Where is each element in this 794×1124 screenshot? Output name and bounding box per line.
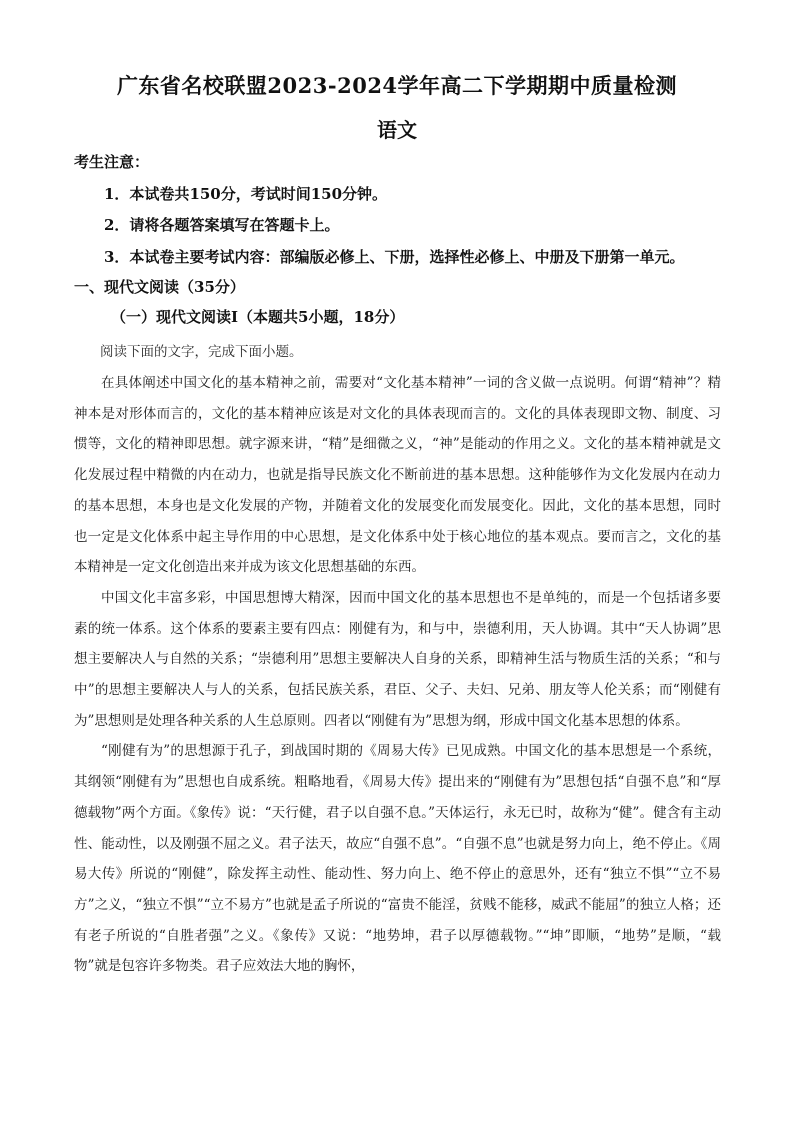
- reading-instruction: 阅读下面的文字，完成下面小题。: [100, 344, 303, 360]
- passage-paragraph-3: “刚健有为”的思想源于孔子，到战国时期的《周易大传》已见成熟。中国文化的基本思想是一个系统，其纲领“刚健有为”思想也自成系统。粗略地看，《周易大传》提出来的“刚健有为”思想包括“自强不息”和“厚德载物”两个方面。《象传》说：“天行健，君子以自强不息。”天体运行，永无已时，故称为“健”。健含有主动性、能动性，以及刚强不屈之义。君子法天，故应“自强不息”。“自强不息”也就是努力向上，绝不停止。《周易大传》所说的“刚健”，除发挥主动性、能动性、努力向上、绝不停止的意思外，还有“独立不惧”“立不易方”之义，“独立不惧”“立不易方”也就是孟子所说的“富贵不能淫，贫贱不能移，威武不能屈”的独立人格；还有老子所说的“自胜者强”之义。《象传》又说：“地势坤，君子以厚德载物。”“坤”即顺，“地势”是顺，“载物”就是包容许多物类。君子应效法大地的胸怀，: [74, 743, 721, 975]
- notice-item-2: 2．请将各题答案填写在答题卡上。: [104, 216, 340, 234]
- passage-paragraph-1: 在具体阐述中国文化的基本精神之前，需要对“文化基本精神”一词的含义做一点说明。何谓“精神”？精神本是对形体而言的，文化的基本精神应该是对文化的具体表现而言的。文化的具体表现即文物、制度、习惯等，文化的精神即思想。就字源来讲，“精”是细微之义，“神”是能动的作用之义。文化的基本精神就是文化发展过程中精微的内在动力，也就是指导民族文化不断前进的基本思想。这种能够作为文化发展内在动力的基本思想，本身也是文化发展的产物，并随着文化的发展变化而发展变化。因此，文化的基本思想，同时也一定是文化体系中起主导作用的中心思想，是文化体系中处于核心地位的基本观点。要而言之，文化的基本精神是一定文化创造出来并成为该文化思想基础的东西。: [74, 375, 721, 576]
- reading-passage: [74, 368, 721, 982]
- subsection-heading: （一）现代文阅读Ⅰ（本题共5小题，18分）: [111, 308, 405, 326]
- exam-title: 广东省名校联盟2023-2024学年高二下学期期中质量检测: [116, 73, 678, 98]
- subject-title: 语文: [377, 118, 417, 142]
- notice-item-3: 3．本试卷主要考试内容：部编版必修上、下册，选择性必修上、中册及下册第一单元。: [104, 248, 685, 266]
- passage-paragraph-2: 中国文化丰富多彩，中国思想博大精深，因而中国文化的基本思想也不是单纯的，而是一个包括诸多要素的统一体系。这个体系的要素主要有四点：刚健有为，和与中，崇德利用，天人协调。其中“天人协调”思想主要解决人与自然的关系；“崇德利用”思想主要解决人自身的关系，即精神生活与物质生活的关系；“和与中”的思想主要解决人与人的关系，包括民族关系，君臣、父子、夫妇、兄弟、朋友等人伦关系；而“刚健有为”思想则是处理各种关系的人生总原则。四者以“刚健有为”思想为纲，形成中国文化基本思想的体系。: [74, 589, 721, 729]
- notice-item-1: 1．本试卷共150分，考试时间150分钟。: [104, 185, 388, 203]
- notice-heading: 考生注意：: [74, 153, 150, 171]
- section-heading: 一、现代文阅读（35分）: [74, 278, 245, 296]
